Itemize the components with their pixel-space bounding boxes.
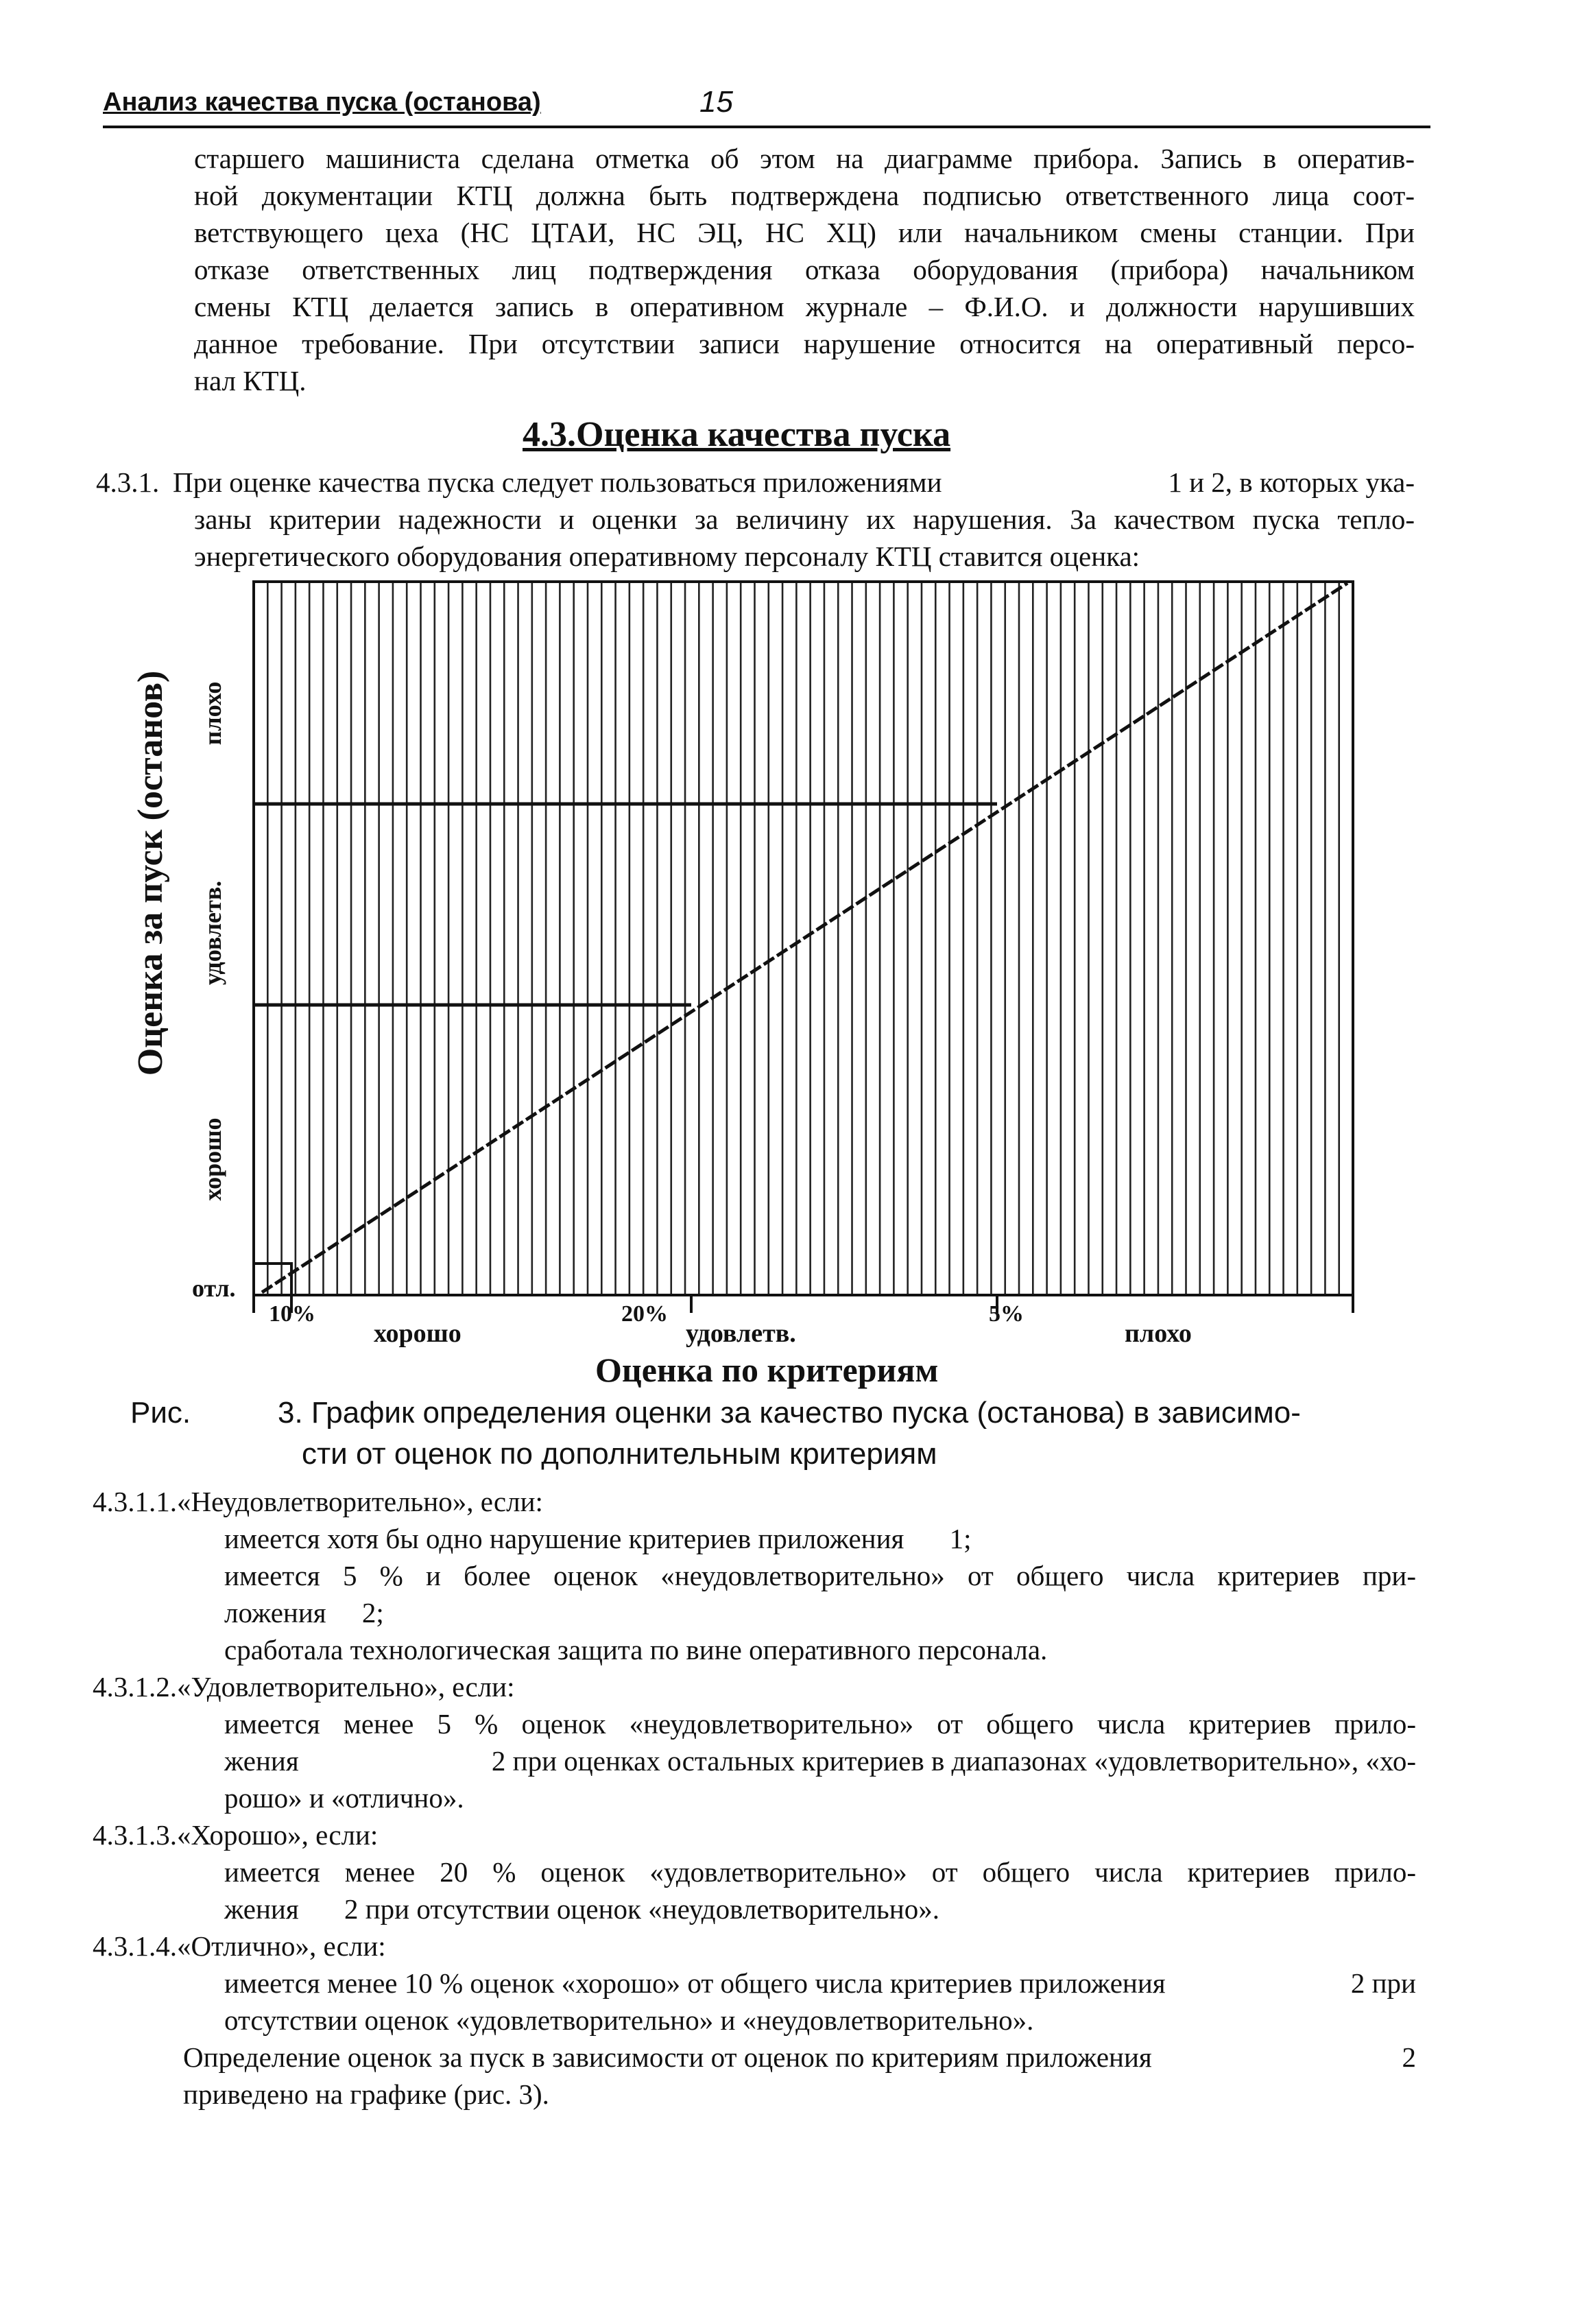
caption-prefix: Рис. [130, 1396, 191, 1430]
chart-title: Оценка по критериям [595, 1351, 939, 1389]
x-category-label-good: хорошо [374, 1319, 462, 1348]
text-line: ветствующего цеха (НС ЦТАИ, НС ЭЦ, НС ХЦ) или начальником смены станции. При [194, 217, 1415, 248]
text-fragment: 2 при [1350, 1967, 1416, 1999]
criterion-heading: 4.3.1.2.«Удовлетворительно», если: [93, 1671, 515, 1703]
caption-line: сти от оценок по дополнительным критериям [302, 1437, 937, 1471]
text-fragment: ложения [224, 1597, 326, 1628]
y-category-label-good: хорошо [199, 1117, 226, 1201]
text-line [224, 1520, 1416, 1557]
text-line: имеется 5 % и более оценок «неудовлетворительно» от общего числа критериев при- [224, 1560, 1416, 1591]
header-rule [103, 126, 1430, 128]
excellent-box-outline [254, 1264, 291, 1295]
text-line: рошо» и «отлично». [224, 1782, 464, 1814]
y-category-label-satisfactory: удовлетв. [199, 880, 226, 986]
x-axis-ticks [254, 1295, 1353, 1313]
text-fragment: жения [224, 1745, 299, 1777]
text-line: сработала технологическая защита по вине оперативного персонала. [224, 1634, 1048, 1665]
caption-text: 3. График определения оценки за качество пуска (останова) в зависимо- [278, 1396, 1301, 1430]
series-line [262, 583, 1347, 1292]
x-tick-label: 20% [621, 1301, 668, 1327]
paragraph-4-3-1 [96, 464, 1415, 575]
criterion-heading: 4.3.1.4.«Отлично», если: [93, 1930, 386, 1962]
text-line [224, 1965, 1416, 2002]
text-line: приведено на графике (рис. 3). [183, 2078, 549, 2110]
text-line: ной документации КТЦ должна быть подтверждена подписью ответственного лица соот- [194, 180, 1415, 211]
text-line: имеется менее 5 % оценок «неудовлетворительно» от общего числа критериев прило- [224, 1708, 1416, 1740]
running-header: Анализ качества пуска (останова) [103, 88, 541, 117]
criterion-body [93, 1965, 1416, 2039]
x-tick-label: 5% [989, 1301, 1024, 1327]
series-layer [262, 583, 1347, 1292]
text-line: старшего машиниста сделана отметка об этом на диаграмме прибора. Запись в оператив- [194, 143, 1415, 174]
figure-caption [130, 1392, 1433, 1475]
text-line [224, 1890, 1416, 1928]
text-fragment: 2 при оценках остальных критериев в диапазонах «удовлетворительно», «хо- [491, 1745, 1416, 1777]
text-fragment: имеется менее 10 % оценок «хорошо» от общего числа критериев приложения [224, 1967, 1166, 1999]
text-fragment: Определение оценок за пуск в зависимости от оценок по критериям приложения [183, 2041, 1152, 2073]
criteria-list [93, 1483, 1416, 2113]
text-line [96, 464, 1415, 501]
text-fragment: имеется хотя бы одно нарушение критериев приложения [224, 1523, 904, 1554]
text-line: имеется менее 20 % оценок «удовлетворительно» от общего числа критериев прило- [224, 1856, 1416, 1888]
text-line [224, 1594, 1416, 1631]
text-fragment: 2; [361, 1597, 384, 1628]
y-category-label-bad: плохо [199, 681, 226, 746]
text-fragment: При оценке качества пуска следует пользоваться приложениями [173, 466, 942, 498]
text-line [224, 1742, 1416, 1779]
text-line: отсутствии оценок «удовлетворительно» и «неудовлетворительно». [224, 2004, 1034, 2036]
x-category-label-bad: плохо [1125, 1319, 1192, 1348]
x-tick-label: 10% [269, 1301, 315, 1327]
y-category-label-excellent: отл. [192, 1274, 236, 1302]
text-line: данное требование. При отсутствии записи нарушение относится на оперативный персо- [194, 328, 1415, 359]
text-line [183, 2039, 1416, 2076]
section-title: 4.3.Оценка качества пуска [523, 415, 951, 454]
text-fragment: 2 при отсутствии оценок «неудовлетворительно». [344, 1893, 939, 1925]
text-fragment: 2 [1402, 2041, 1416, 2073]
text-line: заны критерии надежности и оценки за величину их нарушения. За качеством пуска тепло- [194, 503, 1415, 535]
page-number: 15 [699, 85, 733, 119]
paragraph-number: 4.3.1. [96, 466, 160, 498]
text-fragment: 1; [949, 1523, 972, 1554]
text-line: отказе ответственных лиц подтверждения отказа оборудования (прибора) начальником [194, 254, 1415, 285]
intro-paragraph [194, 140, 1415, 399]
x-category-label-satisfactory: удовлетв. [686, 1319, 796, 1348]
text-line: нал КТЦ. [194, 365, 307, 396]
text-fragment: жения [224, 1893, 299, 1925]
criterion-body [93, 1520, 1416, 1668]
criterion-body [93, 1853, 1416, 1928]
final-paragraph [93, 2039, 1416, 2113]
caption-line [130, 1392, 1433, 1434]
criterion-body [93, 1705, 1416, 1816]
text-block [96, 501, 1415, 575]
criterion-heading: 4.3.1.3.«Хорошо», если: [93, 1819, 379, 1851]
criterion-heading: 4.3.1.1.«Неудовлетворительно», если: [93, 1486, 543, 1517]
text-line: энергетического оборудования оперативному персоналу КТЦ ставится оценка: [194, 541, 1140, 572]
excellent-box [254, 1264, 291, 1295]
y-axis-title: Оценка за пуск (останов) [131, 670, 170, 1076]
text-line: смены КТЦ делается запись в оперативном журнале – Ф.И.О. и должности нарушивших [194, 291, 1415, 322]
text-fragment: 1 и 2, в которых ука- [1168, 466, 1415, 498]
grade-chart [137, 569, 1371, 1351]
